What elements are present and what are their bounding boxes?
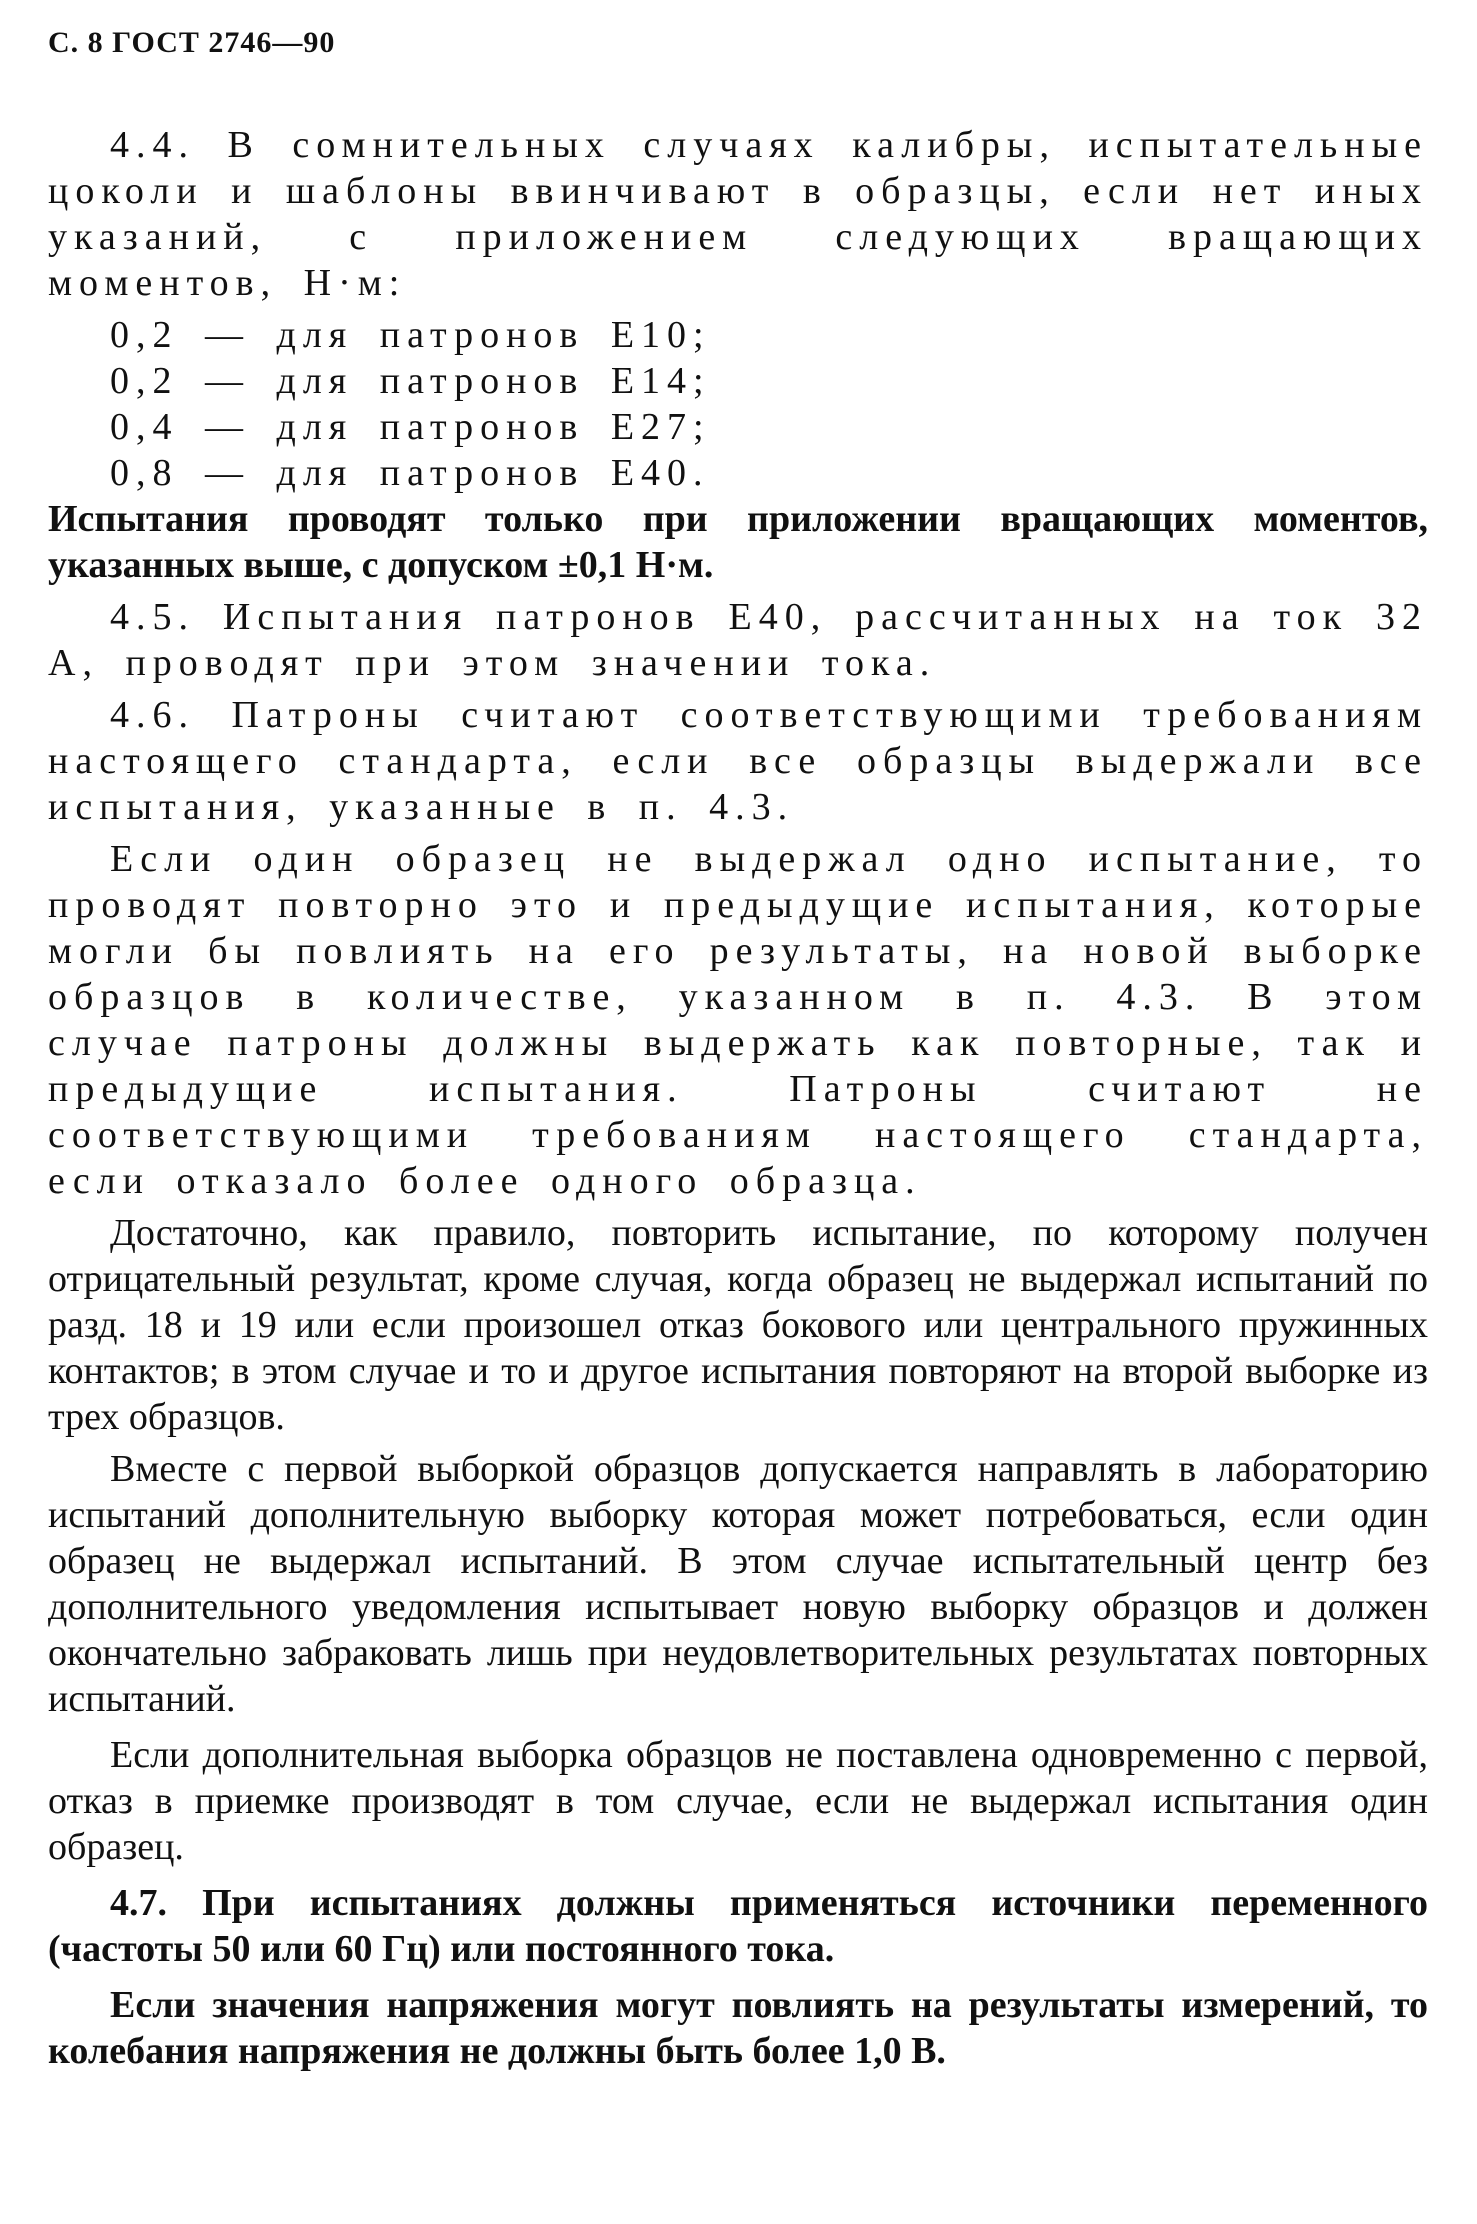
paragraph-additional-sample: Вместе с первой выборкой образцов допускается направлять в лабораторию испытаний дополнительную выборку которая может потребоваться, если один образец не выдержал испытаний. В этом случае испытательный центр без дополнительного уведомления испытывает новую выборку образцов и должен окончательно забраковать лишь при неудовлетворительных результатах повторных испытаний. — [48, 1448, 1428, 1720]
paragraph-retest: Если один образец не выдержал одно испытание, то проводят повторно это и предыдущие испытания, которые могли бы повлиять на его результаты, на новой выборке образцов в количестве, указанном в п. 4.3. В этом случае патроны должны выдержать как повторные, так и предыдущие испытания. Патроны считают не соответствующими требованиям настоящего стандарта, если отказало более одного образца. — [48, 838, 1428, 1202]
torque-list — [48, 312, 1428, 496]
document-body — [48, 122, 1428, 2080]
paragraph-torque-tolerance: Испытания проводят только при приложении вращающих моментов, указанных выше, с допуском ±0,1 Н·м. — [48, 498, 1428, 586]
paragraph-repeat-test: Достаточно, как правило, повторить испытание, по которому получен отрицательный результат, кроме случая, когда образец не выдержал испытаний по разд. 18 и 19 или если произошел отказ бокового или центрального пружинных контактов; в этом случае и то и другое испытания повторяют на второй выборке из трех образцов. — [48, 1212, 1428, 1438]
torque-item: 0,8 — для патронов Е40. — [110, 452, 710, 494]
torque-item: 0,2 — для патронов Е14; — [110, 360, 711, 402]
paragraph-voltage: Если значения напряжения могут повлиять на результаты измерений, то колебания напряжения не должны быть более 1,0 В. — [48, 1984, 1428, 2072]
torque-item: 0,4 — для патронов Е27; — [110, 406, 711, 448]
paragraph-acceptance-refusal: Если дополнительная выборка образцов не поставлена одновременно с первой, отказ в приемке производят в том случае, если не выдержал испытания один образец. — [48, 1734, 1428, 1868]
paragraph-4-4: 4.4. В сомнительных случаях калибры, испытательные цоколи и шаблоны ввинчивают в образцы, если нет иных указаний, с приложением следующих вращающих моментов, Н·м: — [48, 124, 1428, 304]
paragraph-4-6: 4.6. Патроны считают соответствующими требованиям настоящего стандарта, если все образцы выдержали все испытания, указанные в п. 4.3. — [48, 694, 1428, 828]
paragraph-4-7: 4.7. При испытаниях должны применяться источники переменного (частоты 50 или 60 Гц) или постоянного тока. — [48, 1882, 1428, 1970]
torque-item: 0,2 — для патронов Е10; — [110, 314, 711, 356]
page-header: С. 8 ГОСТ 2746—90 — [48, 26, 336, 59]
paragraph-4-5: 4.5. Испытания патронов Е40, рассчитанных на ток 32 А, проводят при этом значении тока. — [48, 596, 1428, 684]
